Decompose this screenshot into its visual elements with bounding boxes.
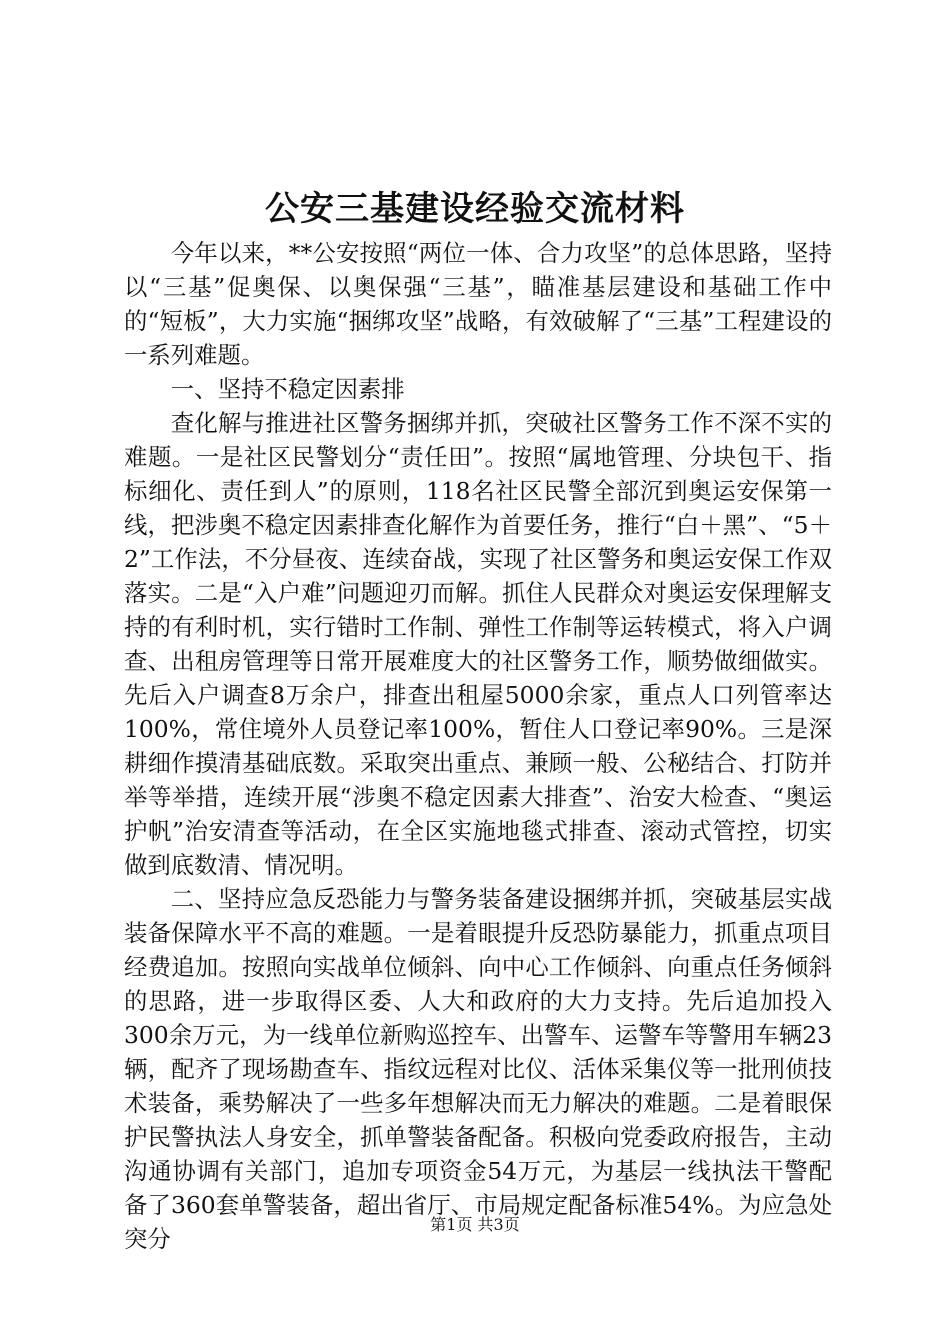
document-title: 公安三基建设经验交流材料 [265,189,685,229]
paragraph-heading-two: 二、坚持应急反恐能力与警务装备建设捆绑并抓，突破基层实战装备保障水平不高的难题。一是着眼提升反恐防暴能力，抓重点项目经费追加。按照向实战单位倾斜、向中心工作倾斜、向重点任务倾斜的思路，进一步取得区委、人大和政府的大力支持。先后追加投入300余万元，为一线单位新购巡控车、出警车、运警车等警用车辆23辆，配齐了现场勘查车、指纹远程对比仪、活体采集仪等一批刑侦技术装备，乘势解决了一些多年想解决而无力解决的难题。二是着眼保护民警执法人身安全，抓单警装备配备。积极向党委政府报告，主动沟通协调有关部门，追加专项资金54万元，为基层一线执法干警配备了360套单警装备，超出省厅、市局规定配备标准54%。为应急处突分 [124,885,832,1253]
paragraph-heading-one: 一、坚持不稳定因素排 [170,375,405,403]
paragraph-community-policing: 查化解与推进社区警务捆绑并抓，突破社区警务工作不深不实的难题。一是社区民警划分“责任田”。按照“属地管理、分块包干、指标细化、责任到人”的原则，118名社区民警全部沉到奥运安保第一线，把涉奥不稳定因素排查化解作为首要任务，推行“白＋黑”、“5＋2”工作法，不分昼夜、连续奋战，实现了社区警务和奥运安保工作双落实。二是“入户难”问题迎刃而解。抓住人民群众对奥运安保理解支持的有利时机，实行错时工作制、弹性工作制等运转模式，将入户调查、出租房管理等日常开展难度大的社区警务工作，顺势做细做实。先后入户调查8万余户，排查出租屋5000余家，重点人口列管率达100%，常住境外人员登记率100%，暂住人口登记率90%。三是深耕细作摸清基础底数。采取突出重点、兼顾一般、公秘结合、打防并举等举措，连续开展“涉奥不稳定因素大排查”、治安大检查、“奥运护帆”治安清查等活动，在全区实施地毯式排查、滚动式管控，切实做到底数清、情况明。 [124,409,832,879]
document-body [124,236,832,1256]
paragraph-intro: 今年以来，**公安按照“两位一体、合力攻坚”的总体思路，坚持以“三基”促奥保、以奥保强“三基”，瞄准基层建设和基础工作中的“短板”，大力实施“捆绑攻坚”战略，有效破解了“三基”工程建设的一系列难题。 [124,239,832,369]
page-number: 第1页 共3页 [430,1215,520,1234]
